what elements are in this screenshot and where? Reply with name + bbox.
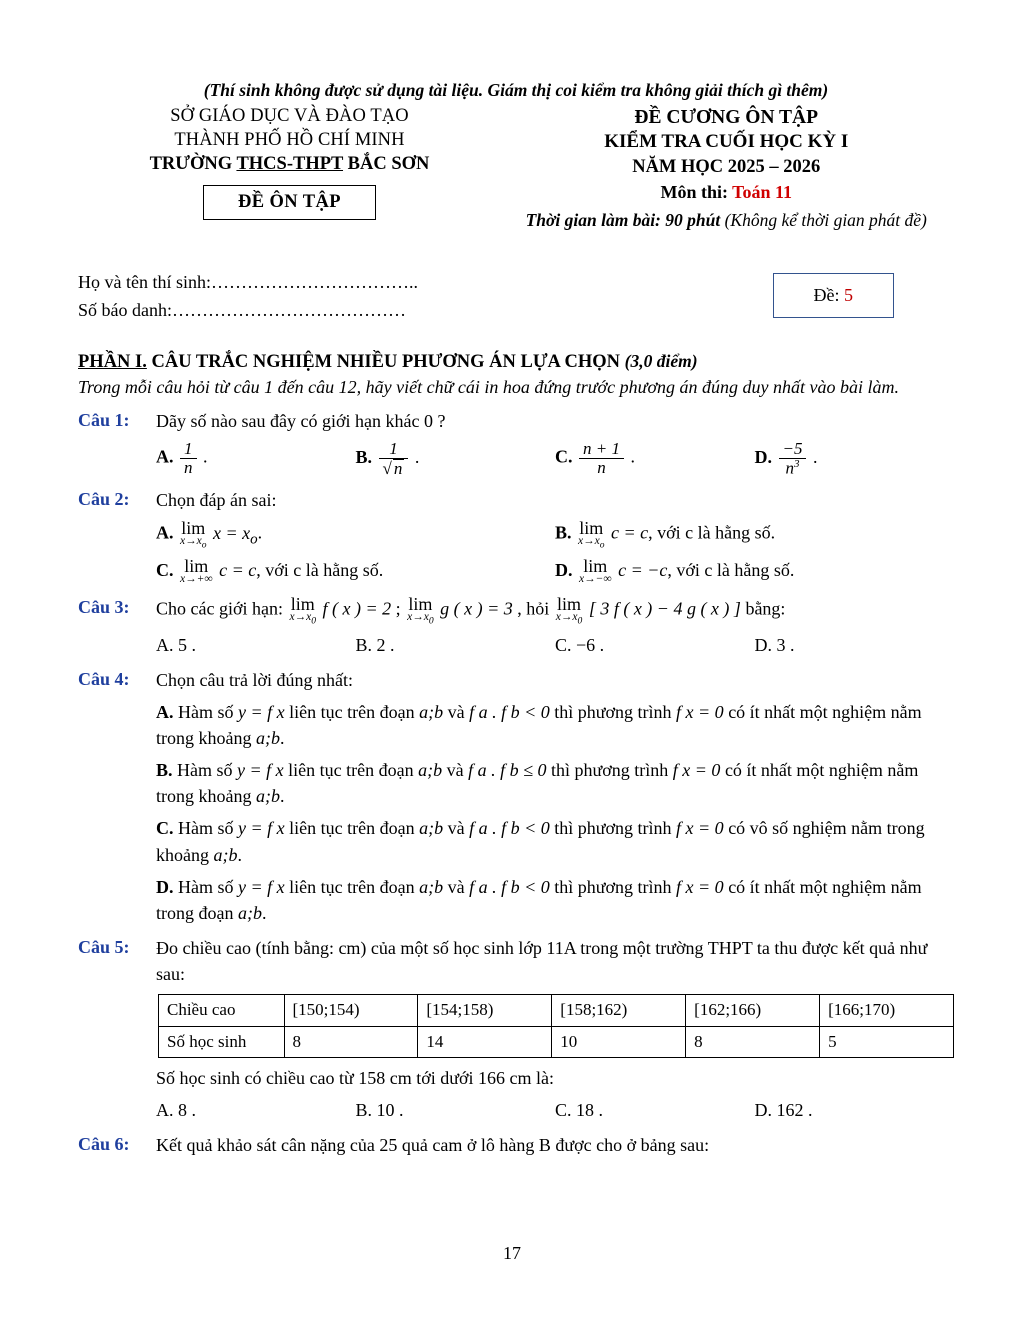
question-3-option-c[interactable]: C. −6 . <box>555 634 605 655</box>
q4c-t3: và <box>443 818 470 839</box>
table-row <box>159 1026 954 1058</box>
part1-name: CÂU TRẮC NGHIỆM NHIỀU PHƯƠNG ÁN LỰA CHỌN <box>146 351 621 372</box>
q3-stem-end: bằng: <box>740 598 786 619</box>
question-2-option-b[interactable]: B. lim $x\to x_o$ c = c, với c là hằng số. <box>555 517 776 551</box>
q4d-t6: . <box>261 902 267 923</box>
part1-points: (3,0 điểm) <box>624 350 698 371</box>
question-1-options <box>156 440 954 478</box>
question-3-options <box>156 632 954 658</box>
table-row-header-count: Số học sinh <box>159 1026 285 1058</box>
limit-x-to-x0: lim $x\to x_o$ <box>180 517 207 551</box>
question-1-option-b[interactable]: B. $\frac{1}{√ n}$ . <box>355 439 420 478</box>
department-line-1: SỞ GIÁO DỤC VÀ ĐÀO TẠO <box>170 106 409 126</box>
question-4-option-c[interactable]: C. Hàm số y = f x liên tục trên đoạn a;b và f a . f b < 0 thì phương trình f x = 0 có vô số nghiệm nằm trong khoảng a;b. <box>156 818 925 865</box>
table-cell-interval-4: [162;166) <box>686 994 820 1026</box>
opt-letter: B. <box>156 760 173 781</box>
school-prefix: TRƯỜNG <box>149 154 237 175</box>
q4c-t1: Hàm số <box>178 818 238 839</box>
question-4-option-b[interactable]: B. Hàm số y = f x liên tục trên đoạn a;b và f a . f b ≤ 0 thì phương trình f x = 0 có ít nhất một nghiệm nằm trong khoảng a;b. <box>156 760 919 807</box>
question-5 <box>78 935 954 1124</box>
fraction-1-over-n: $\frac{1}{n}$ <box>180 440 197 477</box>
opt-b-tail: , với c là hằng số. <box>648 522 776 543</box>
question-2-options-row-2 <box>156 557 954 586</box>
question-5-option-d[interactable]: D. 162 . <box>754 1100 813 1121</box>
question-4-option-d[interactable]: D. Hàm số y = f x liên tục trên đoạn a;b và f a . f b < 0 thì phương trình f x = 0 có ít nhất một nghiệm nằm trong đoạn a;b. <box>156 876 922 923</box>
q4d-t3: và <box>443 876 470 897</box>
question-5-stem: Đo chiều cao (tính bằng: cm) của một số học sinh lớp 11A trong một trường THPT ta thu được kết quả như sau: <box>156 937 928 984</box>
time-unit: phút <box>687 210 721 231</box>
question-5-subquestion: Số học sinh có chiều cao từ 158 cm tới dưới 166 cm là: <box>156 1068 554 1089</box>
question-2-option-c[interactable]: C. lim x→+∞ c = c, với c là hằng số. <box>156 556 384 586</box>
school-line <box>88 152 491 176</box>
exam-code-label: Đề: <box>813 285 840 306</box>
candidate-info <box>78 269 954 325</box>
fraction-minus5-over-n3: $\frac{-5}{n^3}$ <box>779 440 807 477</box>
exam-note: (Thí sinh không được sử dụng tài liệu. Giám thị coi kiểm tra không giải thích gì thêm) <box>203 80 829 100</box>
question-5-options <box>156 1097 954 1123</box>
q4c-t6: . <box>237 844 242 865</box>
question-3-stem: Cho các giới hạn: lim $x\to x_0$ f ( x ) = 2 ; lim $x\to x_0$ g ( x ) = 3 , hỏi lim $x\to x_0$ [ 3 f ( x ) − 4 g ( x ) ] bằng: <box>156 593 786 627</box>
time-label: Thời gian làm bài: <box>525 210 661 231</box>
q3-stem-pre: Cho các giới hạn: <box>156 598 288 619</box>
question-4-stem: Chọn câu trả lời đúng nhất: <box>156 669 353 690</box>
question-6-body <box>156 1132 954 1158</box>
q4c-t4: thì phương trình <box>549 818 677 839</box>
question-1-option-c[interactable]: C. $\frac{n + 1}{n}$ . <box>555 439 635 477</box>
question-5-body <box>156 935 954 1124</box>
exam-title: ĐỀ CƯƠNG ÔN TẬP <box>634 107 819 128</box>
question-2-stem: Chọn đáp án sai: <box>156 489 277 510</box>
candidate-id-field[interactable]: Số báo danh:………………………………… <box>78 300 406 321</box>
table-cell-interval-2: [154;158) <box>418 994 552 1026</box>
school-underlined: THCS-THPT <box>236 154 344 175</box>
question-2-option-a[interactable]: A. lim $x\to x_o$ $x = x_o$. <box>156 517 263 551</box>
q4b-t3: và <box>442 760 469 781</box>
document-header <box>78 105 954 231</box>
question-6 <box>78 1132 954 1158</box>
question-4-option-a[interactable]: A. Hàm số y = f x liên tục trên đoạn a;b và f a . f b < 0 thì phương trình f x = 0 có ít nhất một nghiệm nằm trong khoảng a;b. <box>156 702 922 749</box>
part1-label: PHẦN I. <box>78 351 147 372</box>
q4a-t1: Hàm số <box>178 702 238 723</box>
question-2-body <box>156 487 954 586</box>
question-1-body <box>156 408 954 478</box>
q4a-t4: thì phương trình <box>549 702 677 723</box>
table-cell-interval-5: [166;170) <box>820 994 954 1026</box>
question-4-label: Câu 4: <box>78 668 130 689</box>
question-1-label: Câu 1: <box>78 410 130 431</box>
q4a-t6: . <box>279 728 285 749</box>
question-5-option-b[interactable]: B. 10 . <box>355 1100 404 1121</box>
table-cell-interval-1: [150;154) <box>284 994 418 1026</box>
opt-letter: A. <box>156 702 174 723</box>
table-cell-interval-3: [158;162) <box>552 994 686 1026</box>
exam-subtitle: KIỂM TRA CUỐI HỌC KỲ I <box>604 131 849 153</box>
question-2-option-d[interactable]: D. lim x→−∞ c = −c, với c là hằng số. <box>555 556 795 586</box>
candidate-fields <box>78 269 418 325</box>
q4d-t5: có ít nhất một nghiệm nằm trong đoạn <box>156 876 922 923</box>
q4a-t3: và <box>443 702 470 723</box>
table-cell-count-1: 8 <box>284 1026 418 1058</box>
table-row <box>159 994 954 1026</box>
question-1-option-d[interactable]: D. $\frac{-5}{n^3}$ . <box>754 439 818 478</box>
opt-letter: B. <box>355 447 373 468</box>
subject-line <box>498 179 954 205</box>
limit-x-to-x0: lim $x\to x_0$ <box>407 593 434 627</box>
question-6-label: Câu 6: <box>78 1134 130 1155</box>
q4b-t4: thì phương trình <box>546 760 673 781</box>
question-3-option-b[interactable]: B. 2 . <box>355 634 395 655</box>
school-year: NĂM HỌC 2025 – 2026 <box>632 157 821 178</box>
header-right-block <box>498 105 954 231</box>
opt-letter: D. <box>754 446 772 467</box>
table-cell-count-3: 10 <box>552 1026 686 1058</box>
q4d-t1: Hàm số <box>178 876 238 897</box>
time-note: (Không kể thời gian phát đề) <box>724 210 927 231</box>
limit-x-to-x0: lim $x\to x_0$ <box>555 593 583 627</box>
fraction-n-plus-1-over-n: $\frac{n + 1}{n}$ <box>579 440 624 477</box>
question-2-options-row-1 <box>156 519 954 551</box>
table-cell-count-5: 5 <box>820 1026 954 1058</box>
part1-title <box>78 351 954 373</box>
opt-letter: D. <box>156 876 174 897</box>
q4a-t5: có ít nhất một nghiệm nằm trong khoảng <box>156 702 922 749</box>
q4c-t2: liên tục trên đoạn <box>284 818 420 839</box>
opt-letter: C. <box>156 818 174 839</box>
subject-label: Môn thi: <box>660 182 728 203</box>
q4d-t4: thì phương trình <box>549 876 677 897</box>
exam-type-box: ĐỀ ÔN TẬP <box>203 185 376 220</box>
time-line <box>498 210 954 231</box>
q4b-t5: có ít nhất một nghiệm nằm trong khoảng <box>156 760 919 807</box>
question-2-label: Câu 2: <box>78 488 130 509</box>
question-1-stem: Dãy số nào sau đây có giới hạn khác 0 ? <box>156 411 446 432</box>
fraction-1-over-sqrt-n: $\frac{1}{√ n}$ <box>379 440 409 478</box>
question-1-option-a[interactable]: A. $\frac{1}{n}$ . <box>156 439 208 477</box>
question-3 <box>78 595 954 658</box>
limit-x-to-x0: lim $x\to x_o$ <box>578 517 605 551</box>
q4c-t5: có vô số nghiệm nằm trong khoảng <box>156 818 925 865</box>
table-cell-count-4: 8 <box>686 1026 820 1058</box>
exam-code-box <box>773 273 895 318</box>
q4b-t2: liên tục trên đoạn <box>283 760 419 781</box>
question-3-body <box>156 595 954 658</box>
question-6-stem: Kết quả khảo sát cân nặng của 25 quả cam ở lô hàng B được cho ở bảng sau: <box>156 1135 710 1156</box>
opt-d-tail: , với c là hằng số. <box>667 559 795 580</box>
header-left-block <box>78 105 491 220</box>
question-5-option-c[interactable]: C. 18 . <box>555 1100 604 1121</box>
opt-a-tail: . <box>257 522 263 543</box>
question-5-option-a[interactable]: A. 8 . <box>156 1100 196 1121</box>
opt-c-tail: , với c là hằng số. <box>256 559 384 580</box>
limit-x-to-plus-infinity: lim x→+∞ <box>180 556 213 586</box>
opt-letter: A. <box>156 446 174 467</box>
limit-x-to-x0: lim $x\to x_0$ <box>289 593 316 627</box>
q4d-t2: liên tục trên đoạn <box>284 876 420 897</box>
q3-stem-mid: ; <box>391 598 406 619</box>
limit-x-to-minus-infinity: lim x→−∞ <box>579 556 612 586</box>
q4a-t2: liên tục trên đoạn <box>284 702 420 723</box>
department-line-2: THÀNH PHỐ HỒ CHÍ MINH <box>174 129 405 150</box>
q4b-t1: Hàm số <box>177 760 238 781</box>
opt-letter: C. <box>555 446 573 467</box>
question-5-label: Câu 5: <box>78 936 130 957</box>
question-3-label: Câu 3: <box>78 596 130 617</box>
height-frequency-table <box>158 994 954 1058</box>
school-suffix: BẮC SƠN <box>343 154 430 175</box>
question-2 <box>78 487 954 586</box>
question-3-option-d[interactable]: D. 3 . <box>754 634 795 655</box>
table-cell-count-2: 14 <box>418 1026 552 1058</box>
subject-value: Toán 11 <box>732 182 793 203</box>
question-4 <box>78 667 954 926</box>
candidate-name-field[interactable]: Họ và tên thí sinh:…………………………….. <box>78 272 418 293</box>
part1-description: Trong mỗi câu hỏi từ câu 1 đến câu 12, hãy viết chữ cái in hoa đứng trước phương án đúng duy nhất vào bài làm. <box>78 376 900 397</box>
time-value: 90 <box>665 210 683 231</box>
question-3-option-a[interactable]: A. 5 . <box>156 634 196 655</box>
q4b-t6: . <box>279 786 285 807</box>
exam-code-value: 5 <box>844 285 853 306</box>
page-number: 17 <box>503 1243 521 1263</box>
question-1 <box>78 408 954 478</box>
table-row-header-height: Chiều cao <box>159 994 285 1026</box>
question-4-body <box>156 667 954 926</box>
